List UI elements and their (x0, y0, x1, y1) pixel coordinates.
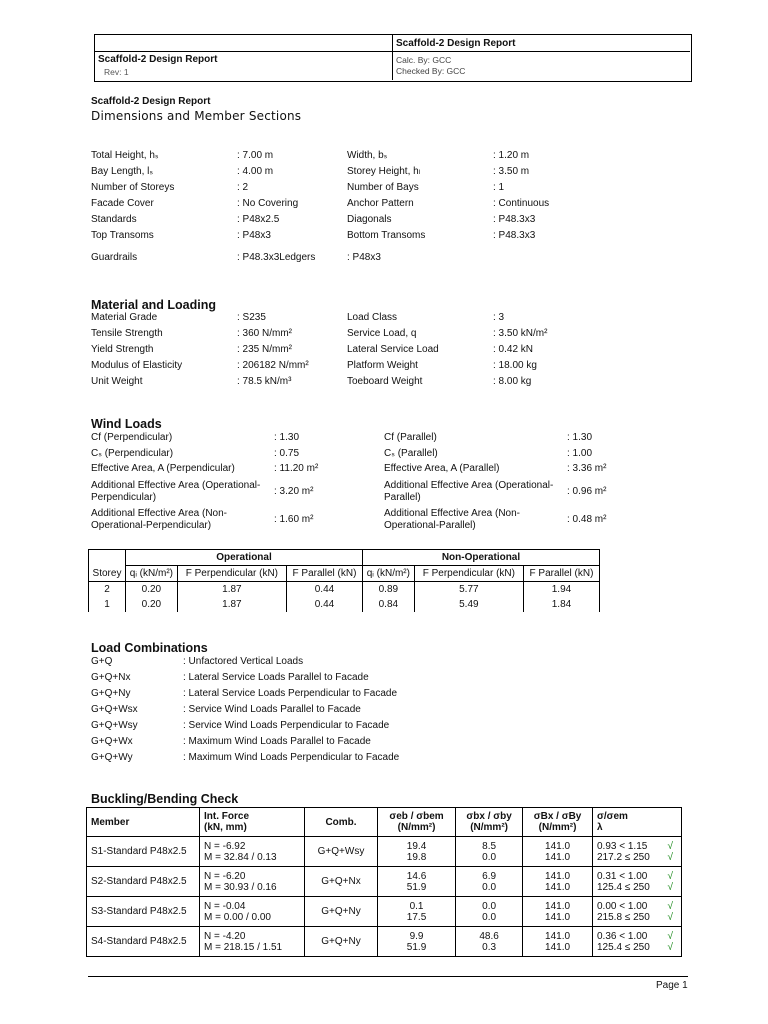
buck-force-n: N = -6.92 (204, 840, 246, 852)
wind-label-2: Additional Effective Area (Non-Operational-Parallel) (384, 508, 521, 531)
buck-s4 (593, 837, 682, 867)
wind-cell-q1: 0.20 (126, 582, 178, 598)
buck-h-s3: σBx / σBy (N/mm²) (523, 808, 593, 837)
dim-value-2: : P48.3x3 (493, 214, 536, 225)
dim-label-2: : P48x3 (347, 252, 381, 263)
material-value-2: : 8.00 kg (493, 376, 532, 387)
buck-s1-bottom: 17.5 (406, 911, 427, 923)
buck-s1 (378, 867, 456, 897)
wind-cell-fp2: 5.49 (414, 597, 523, 612)
wind-title: Wind Loads (91, 417, 162, 431)
buck-s2-top: 0.0 (482, 900, 497, 912)
wind-h-fperp1: F Perpendicular (kN) (177, 566, 286, 582)
dim-value: : P48.3x3Ledgers (237, 252, 316, 263)
buck-s3-bottom: 141.0 (545, 851, 571, 863)
dim-value: : P48x2.5 (237, 214, 280, 225)
material-label-2: Toeboard Weight (347, 376, 423, 387)
buck-s2 (456, 837, 523, 867)
wind-h-fpar1: F Parallel (kN) (286, 566, 362, 582)
buck-slenderness-line (597, 852, 677, 863)
dim-label: Total Height, hₛ (91, 150, 159, 161)
wind-h-fperp2: F Perpendicular (kN) (414, 566, 523, 582)
buck-s3-bottom: 141.0 (545, 881, 571, 893)
buck-s1-top: 0.1 (409, 900, 424, 912)
header-vdivider (392, 34, 393, 80)
wind-label-2: Cₛ (Parallel) (384, 448, 438, 459)
loadcomb-name: G+Q+Wsx (91, 704, 138, 715)
material-value: : 360 N/mm² (237, 328, 293, 339)
dim-value: : No Covering (237, 198, 299, 209)
dim-label-2: Storey Height, hₗ (347, 166, 421, 177)
loadcomb-desc: : Service Wind Loads Parallel to Facade (183, 704, 361, 715)
dim-label-2: Diagonals (347, 214, 392, 225)
buck-force-n: N = -0.04 (204, 900, 246, 912)
wind-value: : 0.75 (274, 448, 300, 459)
buck-s3-bottom: 141.0 (545, 911, 571, 923)
buck-h-member: Member (87, 808, 200, 837)
check-icon: √ (667, 930, 673, 942)
buck-slenderness-line (597, 912, 677, 923)
buck-ratio-line (597, 901, 677, 912)
buck-s1-top: 19.4 (406, 840, 427, 852)
material-value-2: : 0.42 kN (493, 344, 534, 355)
loadcomb-name: G+Q+Wx (91, 736, 133, 747)
wind-label: Cf (Perpendicular) (91, 432, 173, 443)
buck-s2 (456, 927, 523, 957)
loadcomb-desc: : Maximum Wind Loads Parallel to Facade (183, 736, 371, 747)
wind-cell-fa1: 0.44 (286, 597, 362, 612)
buck-force-n: N = -4.20 (204, 930, 246, 942)
material-label-2: Lateral Service Load (347, 344, 439, 355)
wind-value-2: : 1.00 (567, 448, 593, 459)
check-icon: √ (667, 851, 673, 863)
buck-comb: G+Q+Ny (305, 927, 378, 957)
dim-value: : 4.00 m (237, 166, 274, 177)
wind-cell-fp1: 1.87 (177, 582, 286, 598)
wind-cell-q2: 0.89 (362, 582, 414, 598)
buck-s1-top: 14.6 (406, 870, 427, 882)
header-report-title: Scaffold-2 Design Report (396, 38, 516, 49)
dim-label-2: Bottom Transoms (347, 230, 426, 241)
buck-h-s2: σbx / σby (N/mm²) (456, 808, 523, 837)
dim-value-2: : 1 (493, 182, 505, 193)
wind-table (88, 549, 600, 612)
buck-force (200, 867, 305, 897)
dim-value-2: : 1.20 m (493, 150, 530, 161)
header-calc-by: Calc. By: GCC (396, 55, 452, 65)
buck-force (200, 837, 305, 867)
doc-small-title: Scaffold-2 Design Report (91, 96, 211, 107)
wind-label: Effective Area, A (Perpendicular) (91, 463, 235, 474)
buck-s3-bottom: 141.0 (545, 941, 571, 953)
loadcomb-name: G+Q+Ny (91, 688, 131, 699)
check-icon: √ (667, 900, 673, 912)
wind-label-2: Effective Area, A (Parallel) (384, 463, 500, 474)
wind-h-fpar2: F Parallel (kN) (523, 566, 599, 582)
dim-value: : P48x3 (237, 230, 271, 241)
loadcomb-name: G+Q (91, 656, 113, 667)
buck-member: S3-Standard P48x2.5 (87, 897, 200, 927)
wind-label: Cₛ (Perpendicular) (91, 448, 174, 459)
buck-h-comb: Comb. (305, 808, 378, 837)
wind-cell-fa1: 0.44 (286, 582, 362, 598)
loadcomb-title: Load Combinations (91, 641, 208, 655)
material-label-2: Service Load, q (347, 328, 417, 339)
wind-value: : 11.20 m² (274, 463, 319, 474)
material-label: Unit Weight (91, 376, 143, 387)
buck-s3-top: 141.0 (545, 840, 571, 852)
material-label: Modulus of Elasticity (91, 360, 183, 371)
wind-label-2: Additional Effective Area (Operational-Parallel) (384, 480, 554, 503)
buck-s2-top: 6.9 (482, 870, 497, 882)
loadcomb-desc: : Unfactored Vertical Loads (183, 656, 304, 667)
wind-h-q1: qᵢ (kN/m²) (126, 566, 178, 582)
buck-ratio-line (597, 871, 677, 882)
wind-label: Additional Effective Area (Non-Operational-Perpendicular) (91, 508, 228, 531)
material-value: : 206182 N/mm² (237, 360, 309, 371)
buck-ratio-line (597, 931, 677, 942)
buck-s2-bottom: 0.0 (482, 851, 497, 863)
buckling-row (87, 837, 682, 867)
loadcomb-desc: : Lateral Service Loads Perpendicular to Facade (183, 688, 398, 699)
wind-cell-fa2: 1.84 (523, 597, 599, 612)
check-icon: √ (667, 840, 673, 852)
wind-h-storey: Storey (89, 566, 126, 582)
buck-s1 (378, 927, 456, 957)
wind-table-corner (89, 550, 126, 566)
dim-label-2: Width, bₛ (347, 150, 388, 161)
buck-comb: G+Q+Nx (305, 867, 378, 897)
material-value-2: : 3 (493, 312, 505, 323)
buck-ratio: 0.36 < 1.00 (597, 930, 648, 942)
wind-value-2: : 0.48 m² (567, 514, 607, 525)
buck-slenderness: 125.4 ≤ 250 (597, 941, 650, 953)
buck-s1-top: 9.9 (409, 930, 424, 942)
buckling-table (86, 807, 682, 957)
buck-ratio: 0.31 < 1.00 (597, 870, 648, 882)
dim-label: Guardrails (91, 252, 138, 263)
buck-ratio-line (597, 841, 677, 852)
buck-member: S1-Standard P48x2.5 (87, 837, 200, 867)
check-icon: √ (667, 911, 673, 923)
buck-h-force: Int. Force (kN, mm) (200, 808, 305, 837)
buck-s4 (593, 927, 682, 957)
wind-value-2: : 0.96 m² (567, 486, 607, 497)
buckling-title: Buckling/Bending Check (91, 792, 239, 806)
buck-member: S2-Standard P48x2.5 (87, 867, 200, 897)
material-value-2: : 18.00 kg (493, 360, 537, 371)
buck-s2 (456, 897, 523, 927)
material-value: : 235 N/mm² (237, 344, 293, 355)
wind-cell-fp2: 5.77 (414, 582, 523, 598)
buck-slenderness-line (597, 882, 677, 893)
buck-s2-bottom: 0.0 (482, 911, 497, 923)
buck-s2 (456, 867, 523, 897)
buck-force-m: M = 0.00 / 0.00 (204, 911, 271, 923)
header-left-title: Scaffold-2 Design Report (98, 54, 218, 65)
buck-force-m: M = 30.93 / 0.16 (204, 881, 277, 893)
dim-label: Standards (91, 214, 137, 225)
header-rev: Rev: 1 (104, 67, 129, 77)
dim-label: Number of Storeys (91, 182, 175, 193)
buck-s1-bottom: 19.8 (406, 851, 427, 863)
buck-slenderness-line (597, 942, 677, 953)
wind-h-q2: qᵢ (kN/m²) (362, 566, 414, 582)
buck-s2-bottom: 0.3 (482, 941, 497, 953)
dim-value-2: : 3.50 m (493, 166, 530, 177)
footer-rule (88, 976, 688, 977)
wind-group-nonoperational: Non-Operational (362, 550, 599, 566)
buck-s1 (378, 837, 456, 867)
wind-cell-q1: 0.20 (126, 597, 178, 612)
check-icon: √ (667, 870, 673, 882)
material-title: Material and Loading (91, 298, 217, 312)
material-value-2: : 3.50 kN/m² (493, 328, 548, 339)
wind-cell-storey: 2 (89, 582, 126, 598)
buck-s2-top: 48.6 (479, 930, 499, 942)
material-label-2: Platform Weight (347, 360, 418, 371)
buck-s4 (593, 867, 682, 897)
buck-s3 (523, 867, 593, 897)
buck-s3 (523, 837, 593, 867)
buck-slenderness: 215.8 ≤ 250 (597, 911, 650, 923)
buckling-row (87, 927, 682, 957)
loadcomb-name: G+Q+Wy (91, 752, 133, 763)
buckling-row (87, 897, 682, 927)
buck-s1 (378, 897, 456, 927)
buck-force-n: N = -6.20 (204, 870, 246, 882)
check-icon: √ (667, 941, 673, 953)
wind-value: : 1.60 m² (274, 514, 314, 525)
buck-s3 (523, 927, 593, 957)
buck-force-m: M = 218.15 / 1.51 (204, 941, 283, 953)
buck-s3-top: 141.0 (545, 930, 571, 942)
wind-value-2: : 1.30 (567, 432, 593, 443)
wind-group-operational: Operational (126, 550, 363, 566)
header-checked-by: Checked By: GCC (396, 66, 466, 76)
buck-h-s4: σ/σem λ (593, 808, 682, 837)
page-number: Page 1 (656, 980, 688, 991)
dim-label: Top Transoms (91, 230, 154, 241)
material-label: Material Grade (91, 312, 158, 323)
buck-ratio: 0.00 < 1.00 (597, 900, 648, 912)
dim-label: Bay Length, lₛ (91, 166, 154, 177)
wind-cell-storey: 1 (89, 597, 126, 612)
buck-ratio: 0.93 < 1.15 (597, 840, 648, 852)
loadcomb-name: G+Q+Nx (91, 672, 131, 683)
material-label-2: Load Class (347, 312, 398, 323)
wind-cell-fp1: 1.87 (177, 597, 286, 612)
dim-value: : 2 (237, 182, 249, 193)
dim-value-2: : P48.3x3 (493, 230, 536, 241)
buck-member: S4-Standard P48x2.5 (87, 927, 200, 957)
dim-label-2: Number of Bays (347, 182, 419, 193)
material-label: Tensile Strength (91, 328, 163, 339)
material-value: : 78.5 kN/m³ (237, 376, 292, 387)
buck-s3-top: 141.0 (545, 900, 571, 912)
dim-value: : 7.00 m (237, 150, 274, 161)
loadcomb-name: G+Q+Wsy (91, 720, 138, 731)
loadcomb-desc: : Lateral Service Loads Parallel to Facade (183, 672, 369, 683)
wind-cell-fa2: 1.94 (523, 582, 599, 598)
buck-s2-bottom: 0.0 (482, 881, 497, 893)
buck-slenderness: 125.4 ≤ 250 (597, 881, 650, 893)
doc-subtitle: Dimensions and Member Sections (91, 109, 302, 123)
wind-value-2: : 3.36 m² (567, 463, 607, 474)
buck-comb: G+Q+Ny (305, 897, 378, 927)
buck-s1-bottom: 51.9 (406, 941, 427, 953)
buck-s1-bottom: 51.9 (406, 881, 427, 893)
buck-s2-top: 8.5 (482, 840, 497, 852)
buckling-row (87, 867, 682, 897)
loadcomb-desc: : Maximum Wind Loads Perpendicular to Facade (183, 752, 400, 763)
buck-force-m: M = 32.84 / 0.13 (204, 851, 277, 863)
buck-h-s1: σeb / σbem (N/mm²) (378, 808, 456, 837)
dim-value-2: : Continuous (493, 198, 550, 209)
buck-s3-top: 141.0 (545, 870, 571, 882)
material-value: : S235 (237, 312, 266, 323)
buck-slenderness: 217.2 ≤ 250 (597, 851, 650, 863)
dim-label: Facade Cover (91, 198, 154, 209)
wind-label: Additional Effective Area (Operational-Perpendicular) (91, 480, 261, 503)
wind-table-row (89, 582, 600, 598)
buck-force (200, 927, 305, 957)
wind-value: : 3.20 m² (274, 486, 314, 497)
buck-comb: G+Q+Wsy (305, 837, 378, 867)
wind-cell-q2: 0.84 (362, 597, 414, 612)
buck-force (200, 897, 305, 927)
loadcomb-desc: : Service Wind Loads Perpendicular to Facade (183, 720, 390, 731)
check-icon: √ (667, 881, 673, 893)
material-label: Yield Strength (91, 344, 154, 355)
wind-value: : 1.30 (274, 432, 300, 443)
wind-table-row (89, 597, 600, 612)
wind-label-2: Cf (Parallel) (384, 432, 437, 443)
buck-s4 (593, 897, 682, 927)
buck-s3 (523, 897, 593, 927)
dim-label-2: Anchor Pattern (347, 198, 414, 209)
